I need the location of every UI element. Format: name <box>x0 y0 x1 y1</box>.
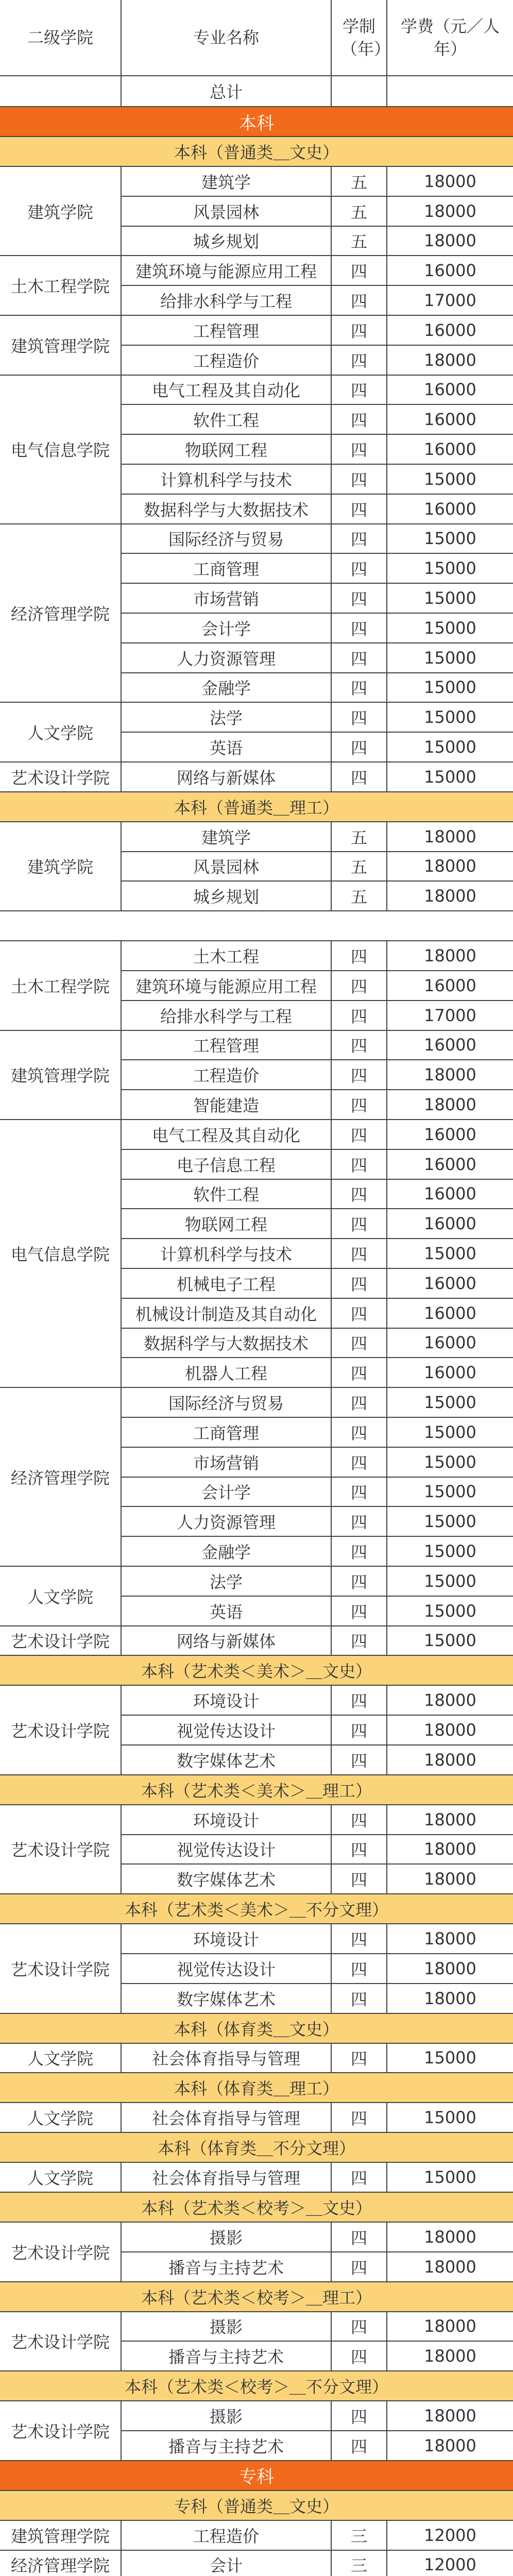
major-cell: 电气工程及其自动化 <box>122 376 332 405</box>
major-cell: 建筑学 <box>122 822 332 852</box>
major-cell: 金融学 <box>122 1537 332 1567</box>
header-years <box>332 0 391 76</box>
major-cell: 机械电子工程 <box>122 1269 332 1299</box>
years-cell: 四 <box>332 1954 387 1984</box>
college-cell: 人文学院 <box>0 1567 122 1626</box>
major-cell: 人力资源管理 <box>122 1507 332 1537</box>
total-college-cell <box>0 76 122 107</box>
total-fee-cell <box>387 76 513 107</box>
major-cell: 法学 <box>122 1567 332 1597</box>
years-cell: 四 <box>332 1626 387 1656</box>
years-cell: 四 <box>332 1686 387 1716</box>
college-cell: 经济管理学院 <box>0 524 122 703</box>
major-cell: 会计学 <box>122 614 332 643</box>
major-cell: 机器人工程 <box>122 1358 332 1388</box>
college-cell: 经济管理学院 <box>0 1388 122 1567</box>
fee-cell: 18000 <box>387 1865 513 1894</box>
years-cell: 四 <box>332 1865 387 1894</box>
college-cell: 人文学院 <box>0 2163 122 2193</box>
years-cell: 四 <box>332 524 387 554</box>
fee-cell: 17000 <box>387 286 513 316</box>
fee-cell: 15000 <box>387 554 513 584</box>
major-cell: 国际经济与贸易 <box>122 524 332 554</box>
fee-cell: 17000 <box>387 1001 513 1031</box>
fee-cell: 18000 <box>387 1090 513 1120</box>
college-cell: 经济管理学院 <box>0 2551 122 2576</box>
major-cell: 会计学 <box>122 1478 332 1507</box>
years-cell: 五 <box>332 852 387 882</box>
college-cell: 艺术设计学院 <box>0 762 122 792</box>
major-cell: 风景园林 <box>122 197 332 227</box>
years-cell: 四 <box>332 435 387 465</box>
years-cell: 四 <box>332 1269 387 1299</box>
fee-cell: 15000 <box>387 1448 513 1478</box>
years-cell: 四 <box>332 1358 387 1388</box>
major-cell: 法学 <box>122 703 332 733</box>
years-cell: 四 <box>332 2103 387 2133</box>
major-cell: 数字媒体艺术 <box>122 1745 332 1775</box>
fee-cell: 15000 <box>387 2103 513 2133</box>
major-cell: 工程造价 <box>122 346 332 376</box>
years-cell: 三 <box>332 2521 387 2551</box>
major-cell: 软件工程 <box>122 405 332 435</box>
major-cell: 数字媒体艺术 <box>122 1865 332 1894</box>
years-cell: 四 <box>332 1716 387 1745</box>
fee-cell: 18000 <box>387 1686 513 1716</box>
major-cell: 数字媒体艺术 <box>122 1984 332 2014</box>
fee-cell: 15000 <box>387 614 513 643</box>
major-cell: 环境设计 <box>122 1805 332 1835</box>
fee-cell: 16000 <box>387 405 513 435</box>
section-band-sub: 本科（普通类＿文史） <box>0 137 513 167</box>
major-cell: 城乡规划 <box>122 882 332 911</box>
fee-cell: 16000 <box>387 435 513 465</box>
years-cell: 四 <box>332 2312 387 2342</box>
years-cell: 四 <box>332 584 387 614</box>
major-cell: 摄影 <box>122 2401 332 2431</box>
header-college: 二级学院 <box>0 0 122 76</box>
years-cell: 四 <box>332 1388 387 1418</box>
years-cell: 四 <box>332 1299 387 1329</box>
college-cell: 人文学院 <box>0 703 122 762</box>
major-cell: 视觉传达设计 <box>122 1716 332 1745</box>
major-cell: 智能建造 <box>122 1090 332 1120</box>
section-band-sub: 本科（体育类＿不分文理） <box>0 2133 513 2163</box>
section-gap <box>0 911 513 941</box>
years-cell: 五 <box>332 167 387 197</box>
fee-cell: 15000 <box>387 703 513 733</box>
college-cell: 电气信息学院 <box>0 376 122 524</box>
major-cell: 电气工程及其自动化 <box>122 1120 332 1150</box>
fee-cell: 18000 <box>387 852 513 882</box>
years-cell: 四 <box>332 1180 387 1210</box>
years-cell: 四 <box>332 1507 387 1537</box>
college-cell: 人文学院 <box>0 2103 122 2133</box>
total-years-cell <box>332 76 387 107</box>
section-band-sub: 本科（艺术类＜校考＞＿文史） <box>0 2193 513 2223</box>
fee-cell: 18000 <box>387 1805 513 1835</box>
section-band-sub: 本科（艺术类＜美术＞＿不分文理） <box>0 1894 513 1924</box>
major-cell: 物联网工程 <box>122 435 332 465</box>
major-cell: 数据科学与大数据技术 <box>122 495 332 524</box>
college-cell: 建筑学院 <box>0 822 122 911</box>
major-cell: 金融学 <box>122 673 332 703</box>
fee-cell: 16000 <box>387 1031 513 1061</box>
fee-cell: 15000 <box>387 2163 513 2193</box>
fee-cell: 18000 <box>387 1924 513 1954</box>
fee-cell: 15000 <box>387 762 513 792</box>
fee-cell: 15000 <box>387 1567 513 1597</box>
major-cell: 计算机科学与技术 <box>122 465 332 495</box>
years-cell: 四 <box>332 733 387 762</box>
major-cell: 工商管理 <box>122 554 332 584</box>
header-fee-text: 学费（元／人年） <box>400 16 500 59</box>
years-cell: 四 <box>332 1835 387 1865</box>
fee-cell: 15000 <box>387 673 513 703</box>
section-band-sub: 本科（普通类＿理工） <box>0 792 513 822</box>
fee-cell: 18000 <box>387 1835 513 1865</box>
years-cell: 四 <box>332 1120 387 1150</box>
fee-cell: 12000 <box>387 2521 513 2551</box>
fee-cell: 15000 <box>387 465 513 495</box>
major-cell: 市场营销 <box>122 584 332 614</box>
fee-cell: 16000 <box>387 1269 513 1299</box>
years-cell: 四 <box>332 941 387 971</box>
years-cell: 四 <box>332 1448 387 1478</box>
fee-cell: 18000 <box>387 882 513 911</box>
college-cell: 艺术设计学院 <box>0 1924 122 2013</box>
fee-cell: 15000 <box>387 1626 513 1656</box>
college-cell: 建筑管理学院 <box>0 316 122 376</box>
years-cell: 四 <box>332 673 387 703</box>
years-cell: 四 <box>332 971 387 1001</box>
fee-cell: 15000 <box>387 1597 513 1626</box>
years-cell: 四 <box>332 1060 387 1090</box>
fee-cell: 12000 <box>387 2551 513 2576</box>
years-cell: 四 <box>332 1001 387 1031</box>
fee-cell: 16000 <box>387 1150 513 1180</box>
years-cell: 四 <box>332 256 387 286</box>
major-cell: 社会体育指导与管理 <box>122 2163 332 2193</box>
fee-cell: 18000 <box>387 2223 513 2252</box>
header-fee <box>387 0 513 76</box>
years-cell: 四 <box>332 1805 387 1835</box>
major-cell: 国际经济与贸易 <box>122 1388 332 1418</box>
years-cell: 四 <box>332 643 387 673</box>
years-cell: 四 <box>332 1209 387 1239</box>
fee-cell: 16000 <box>387 1209 513 1239</box>
years-cell: 四 <box>332 762 387 792</box>
fee-cell: 18000 <box>387 197 513 227</box>
major-cell: 社会体育指导与管理 <box>122 2044 332 2074</box>
years-cell: 三 <box>332 2551 387 2576</box>
major-cell: 网络与新媒体 <box>122 1626 332 1656</box>
years-cell: 四 <box>332 554 387 584</box>
major-cell: 工程造价 <box>122 1060 332 1090</box>
major-cell: 市场营销 <box>122 1448 332 1478</box>
major-cell: 播音与主持艺术 <box>122 2431 332 2461</box>
major-cell: 软件工程 <box>122 1180 332 1210</box>
years-cell: 五 <box>332 227 387 257</box>
major-cell: 工程管理 <box>122 1031 332 1061</box>
fee-cell: 15000 <box>387 1478 513 1507</box>
major-cell: 摄影 <box>122 2312 332 2342</box>
years-cell: 四 <box>332 1150 387 1180</box>
years-cell: 四 <box>332 316 387 346</box>
fee-cell: 18000 <box>387 167 513 197</box>
years-cell: 五 <box>332 822 387 852</box>
fee-cell: 15000 <box>387 1239 513 1269</box>
fee-cell: 15000 <box>387 584 513 614</box>
fee-cell: 18000 <box>387 346 513 376</box>
college-cell: 艺术设计学院 <box>0 1805 122 1894</box>
college-cell: 艺术设计学院 <box>0 2223 122 2282</box>
fee-cell: 18000 <box>387 2252 513 2282</box>
fee-cell: 16000 <box>387 971 513 1001</box>
fee-cell: 18000 <box>387 1060 513 1090</box>
years-cell: 四 <box>332 703 387 733</box>
years-cell: 四 <box>332 614 387 643</box>
major-cell: 物联网工程 <box>122 1209 332 1239</box>
header-years-text: 学制（年） <box>341 16 391 59</box>
major-cell: 人力资源管理 <box>122 643 332 673</box>
college-cell: 建筑学院 <box>0 167 122 256</box>
college-cell: 建筑管理学院 <box>0 1031 122 1120</box>
major-cell: 工程造价 <box>122 2521 332 2551</box>
fee-cell: 18000 <box>387 1954 513 1984</box>
major-cell: 英语 <box>122 1597 332 1626</box>
years-cell: 四 <box>332 1329 387 1359</box>
section-band-sub: 本科（艺术类＜美术＞＿文史） <box>0 1656 513 1686</box>
major-cell: 工程管理 <box>122 316 332 346</box>
fee-cell: 18000 <box>387 2342 513 2371</box>
fee-cell: 16000 <box>387 256 513 286</box>
fee-cell: 18000 <box>387 2312 513 2342</box>
fee-cell: 15000 <box>387 524 513 554</box>
major-cell: 环境设计 <box>122 1924 332 1954</box>
years-cell: 四 <box>332 465 387 495</box>
college-cell: 土木工程学院 <box>0 256 122 316</box>
fee-cell: 18000 <box>387 1745 513 1775</box>
fee-cell: 15000 <box>387 1507 513 1537</box>
fee-cell: 16000 <box>387 1358 513 1388</box>
fee-cell: 16000 <box>387 316 513 346</box>
years-cell: 四 <box>332 405 387 435</box>
section-band-sub: 本科（艺术类＜美术＞＿理工） <box>0 1775 513 1805</box>
fee-cell: 16000 <box>387 1299 513 1329</box>
college-cell: 艺术设计学院 <box>0 1686 122 1775</box>
college-cell: 土木工程学院 <box>0 941 122 1030</box>
major-cell: 建筑环境与能源应用工程 <box>122 256 332 286</box>
major-cell: 电子信息工程 <box>122 1150 332 1180</box>
years-cell: 四 <box>332 1745 387 1775</box>
major-cell: 风景园林 <box>122 852 332 882</box>
section-band-main: 本科 <box>0 107 513 137</box>
major-cell: 城乡规划 <box>122 227 332 257</box>
years-cell: 四 <box>332 1239 387 1269</box>
major-cell: 网络与新媒体 <box>122 762 332 792</box>
years-cell: 四 <box>332 1418 387 1448</box>
fee-cell: 18000 <box>387 2401 513 2431</box>
major-cell: 摄影 <box>122 2223 332 2252</box>
fee-cell: 15000 <box>387 1537 513 1567</box>
section-band-sub: 本科（艺术类＜校考＞＿不分文理） <box>0 2371 513 2401</box>
college-cell: 建筑管理学院 <box>0 2521 122 2551</box>
section-band-sub: 本科（体育类＿理工） <box>0 2073 513 2103</box>
fee-cell: 18000 <box>387 822 513 852</box>
major-cell: 建筑学 <box>122 167 332 197</box>
fee-cell: 15000 <box>387 1418 513 1448</box>
section-band-sub: 专科（普通类＿文史） <box>0 2491 513 2521</box>
fee-cell: 16000 <box>387 1120 513 1150</box>
college-cell: 艺术设计学院 <box>0 2401 122 2461</box>
fee-cell: 15000 <box>387 733 513 762</box>
years-cell: 五 <box>332 882 387 911</box>
fee-cell: 18000 <box>387 1716 513 1745</box>
years-cell: 四 <box>332 2223 387 2252</box>
years-cell: 五 <box>332 197 387 227</box>
fee-cell: 16000 <box>387 1329 513 1359</box>
major-cell: 工商管理 <box>122 1418 332 1448</box>
fee-cell: 18000 <box>387 941 513 971</box>
college-cell: 人文学院 <box>0 2044 122 2074</box>
major-cell: 土木工程 <box>122 941 332 971</box>
major-cell: 建筑环境与能源应用工程 <box>122 971 332 1001</box>
major-cell: 机械设计制造及其自动化 <box>122 1299 332 1329</box>
years-cell: 四 <box>332 2252 387 2282</box>
years-cell: 四 <box>332 1031 387 1061</box>
years-cell: 四 <box>332 1090 387 1120</box>
major-cell: 环境设计 <box>122 1686 332 1716</box>
major-cell: 数据科学与大数据技术 <box>122 1329 332 1359</box>
years-cell: 四 <box>332 346 387 376</box>
major-cell: 会计 <box>122 2551 332 2576</box>
major-cell: 英语 <box>122 733 332 762</box>
college-cell: 艺术设计学院 <box>0 1626 122 1656</box>
fee-cell: 18000 <box>387 1984 513 2014</box>
years-cell: 四 <box>332 2163 387 2193</box>
years-cell: 四 <box>332 1984 387 2014</box>
fee-cell: 15000 <box>387 643 513 673</box>
years-cell: 四 <box>332 1924 387 1954</box>
total-label: 总计 <box>122 76 332 107</box>
college-cell: 艺术设计学院 <box>0 2312 122 2372</box>
fee-cell: 16000 <box>387 495 513 524</box>
fee-cell: 16000 <box>387 1180 513 1210</box>
years-cell: 四 <box>332 2401 387 2431</box>
section-band-sub: 本科（艺术类＜校考＞＿理工） <box>0 2282 513 2312</box>
fee-cell: 18000 <box>387 2431 513 2461</box>
fee-cell: 15000 <box>387 2044 513 2074</box>
years-cell: 四 <box>332 1567 387 1597</box>
years-cell: 四 <box>332 2342 387 2371</box>
years-cell: 四 <box>332 1597 387 1626</box>
years-cell: 四 <box>332 2044 387 2074</box>
major-cell: 播音与主持艺术 <box>122 2252 332 2282</box>
years-cell: 四 <box>332 1478 387 1507</box>
fee-cell: 18000 <box>387 227 513 257</box>
major-cell: 播音与主持艺术 <box>122 2342 332 2371</box>
section-band-main: 专科 <box>0 2461 513 2491</box>
major-cell: 社会体育指导与管理 <box>122 2103 332 2133</box>
college-cell: 电气信息学院 <box>0 1120 122 1388</box>
fee-cell: 15000 <box>387 1388 513 1418</box>
major-cell: 视觉传达设计 <box>122 1954 332 1984</box>
fee-cell: 16000 <box>387 376 513 405</box>
years-cell: 四 <box>332 286 387 316</box>
years-cell: 四 <box>332 376 387 405</box>
section-band-sub: 本科（体育类＿文史） <box>0 2014 513 2044</box>
years-cell: 四 <box>332 495 387 524</box>
major-cell: 计算机科学与技术 <box>122 1239 332 1269</box>
major-cell: 视觉传达设计 <box>122 1835 332 1865</box>
years-cell: 四 <box>332 1537 387 1567</box>
major-cell: 给排水科学与工程 <box>122 286 332 316</box>
years-cell: 四 <box>332 2431 387 2461</box>
major-cell: 给排水科学与工程 <box>122 1001 332 1031</box>
header-major: 专业名称 <box>122 0 332 76</box>
